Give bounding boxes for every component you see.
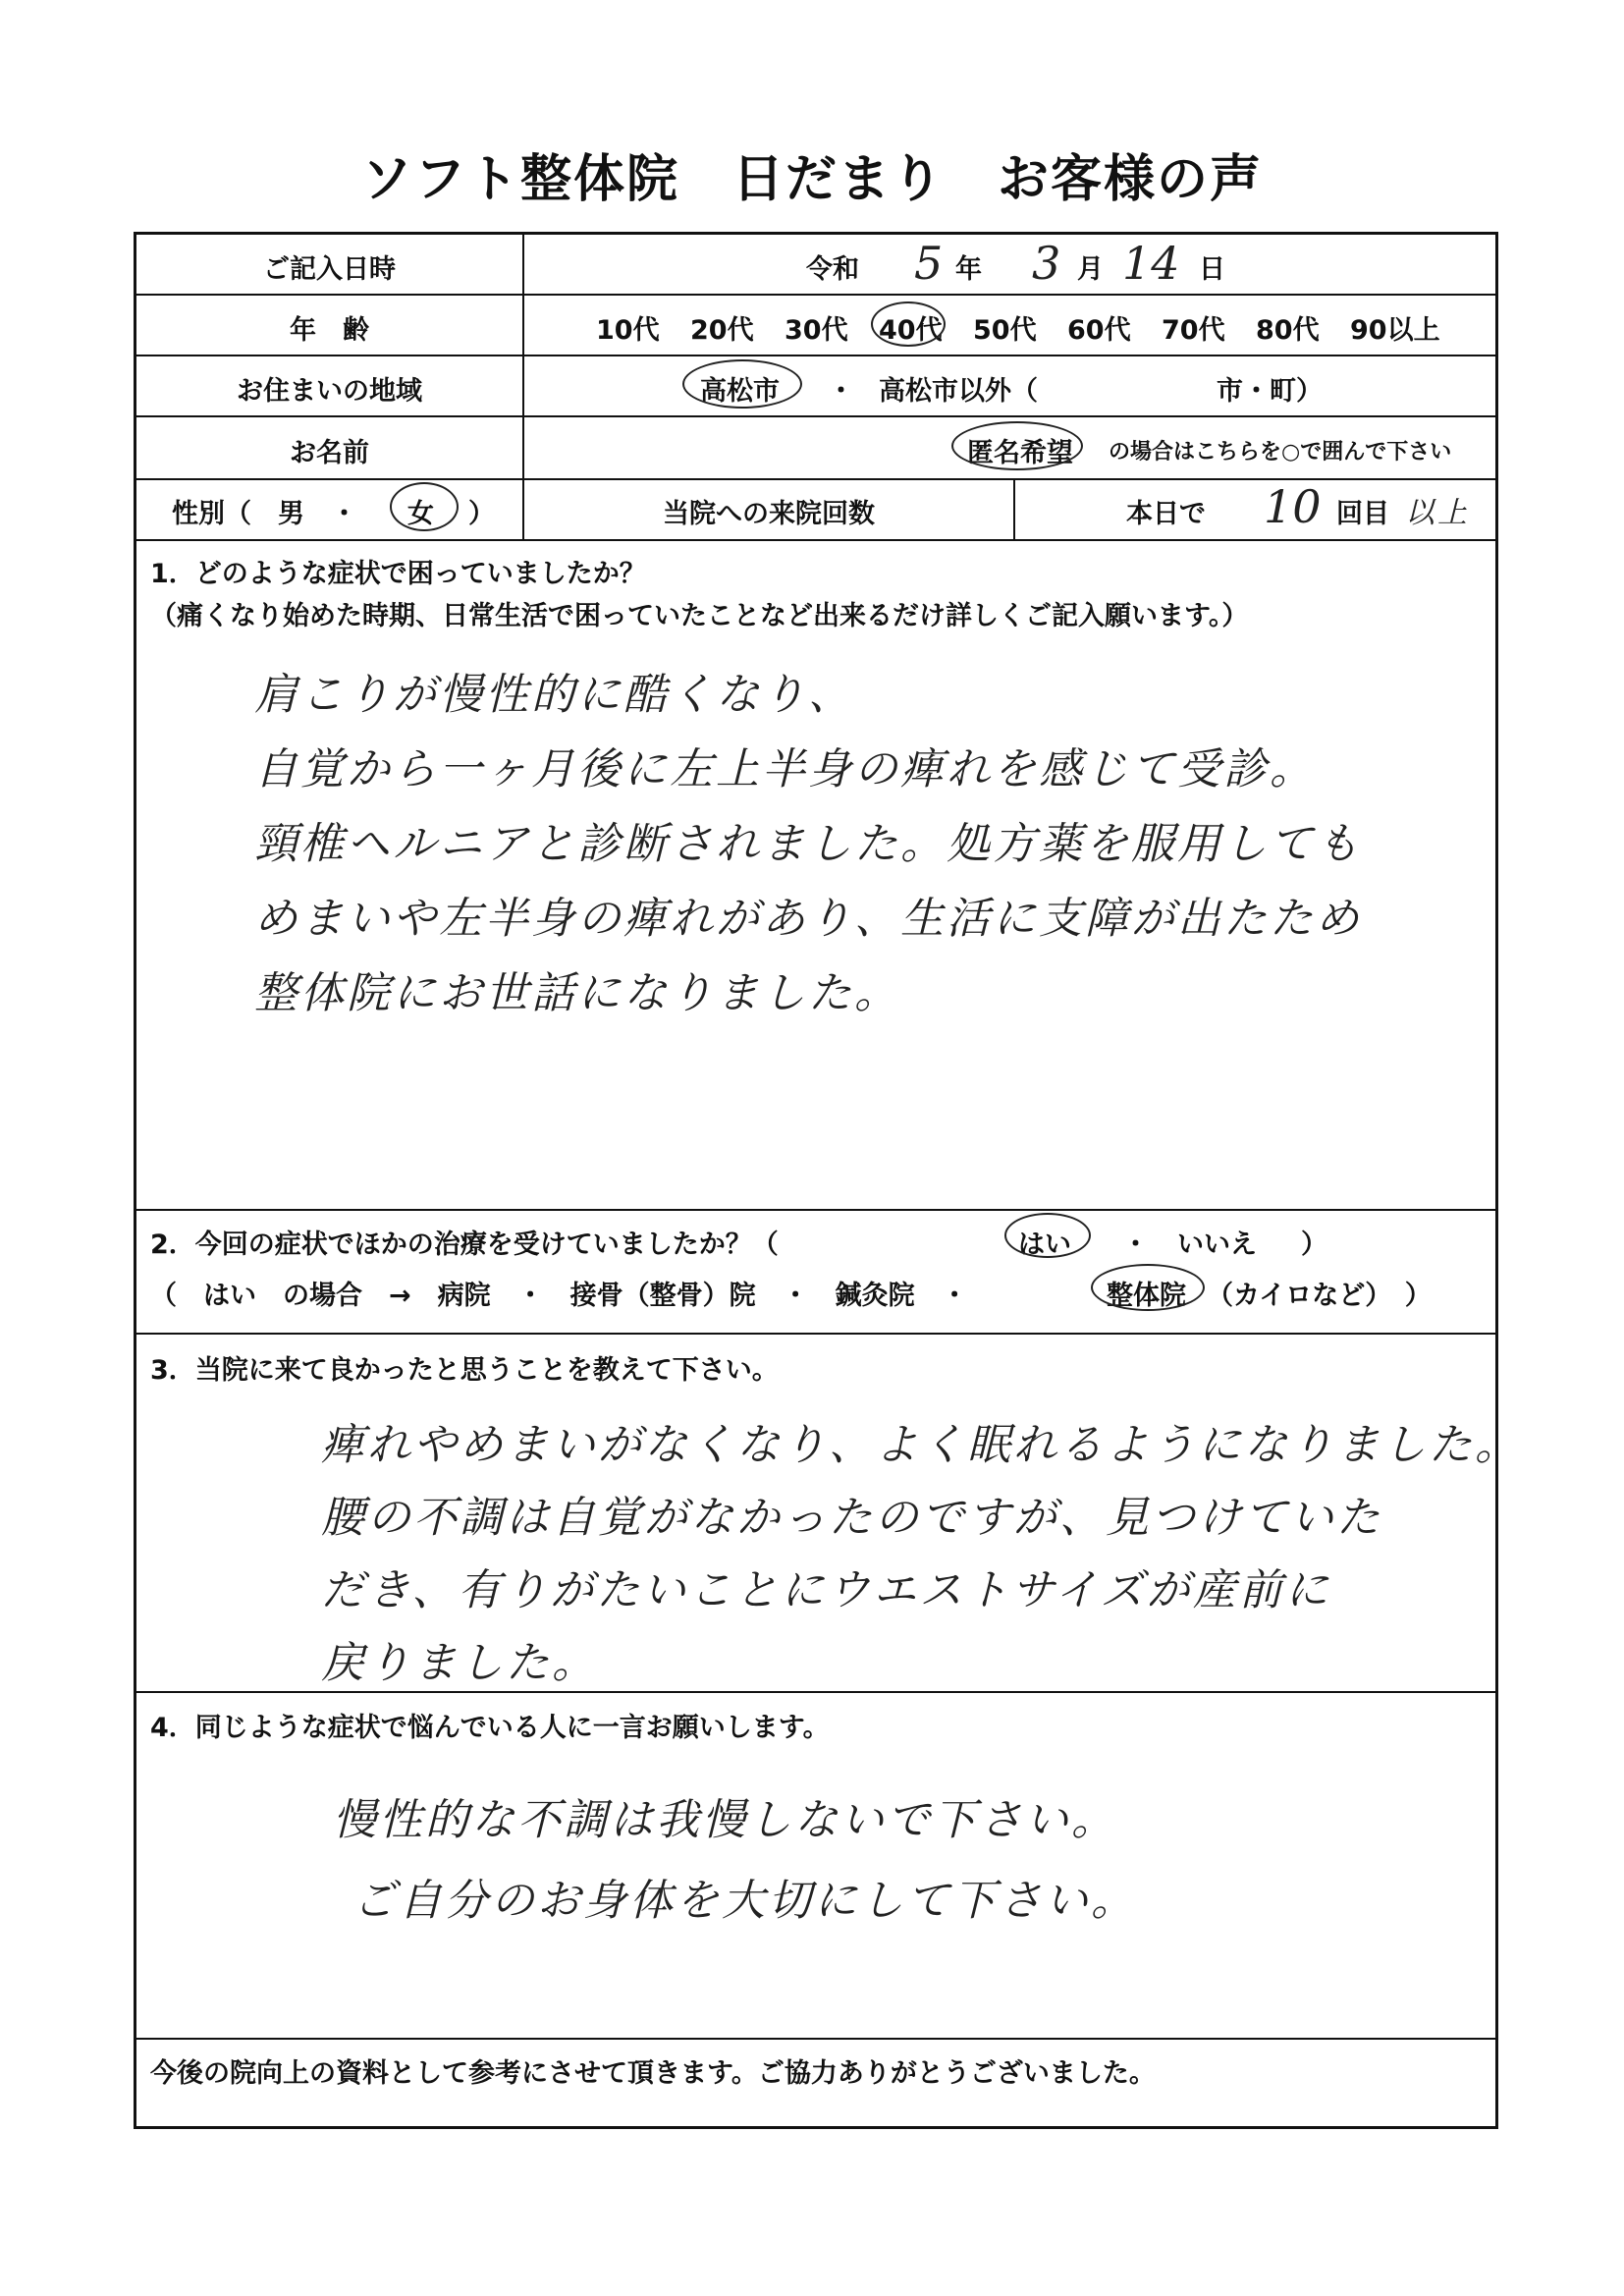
survey-form (134, 232, 1521, 2129)
date-day-value: 14 (1122, 237, 1180, 290)
q2-detail-prefix: （ はい の場合 → 病院 ・ 接骨（整骨）院 ・ 鍼灸院 ・ (150, 1281, 968, 1311)
row-divider (136, 1691, 1495, 1693)
age-label: 年 齢 (290, 315, 369, 346)
q1-title: 1．どのような症状で困っていましたか？ (150, 559, 646, 589)
anonymous-note: の場合はこちらを○で囲んで下さい (1109, 440, 1452, 465)
row-divider (136, 294, 1495, 296)
q1-answer-line: 頸椎ヘルニアと診断されました。処方薬を服用しても (254, 819, 1362, 869)
q3-answer-line: 戻りました。 (321, 1638, 598, 1688)
q2-close: ） (1301, 1230, 1327, 1260)
row-divider (136, 1209, 1495, 1211)
q2-selection-circle (1004, 1213, 1091, 1258)
q2-detail-selection-circle (1091, 1264, 1205, 1311)
q4-title: 4．同じような症状で悩んでいる人に一言お願いします。 (150, 1713, 830, 1743)
day-unit: 日 (1199, 254, 1225, 285)
age-option: 30代 (785, 315, 848, 346)
q1-answer-line: 自覚から一ヶ月後に左上半身の痺れを感じて受診。 (254, 744, 1316, 794)
area-separator: ・ (828, 376, 854, 407)
q1-answer-line: 肩こりが慢性的に酷くなり、 (254, 670, 854, 720)
row-divider (136, 539, 1495, 541)
anonymous-option: 匿名希望 (967, 438, 1073, 468)
visits-extra: 以上 (1405, 496, 1470, 530)
visits-count-value: 10 (1264, 480, 1322, 533)
gender-close: ） (468, 499, 495, 529)
q2-separator: ・ (1122, 1230, 1149, 1260)
area-selection-circle (682, 359, 802, 409)
anonymous-selection-circle (951, 421, 1083, 470)
age-option: 60代 (1067, 315, 1131, 346)
visits-unit: 回目 (1336, 499, 1389, 529)
age-option: 80代 (1256, 315, 1320, 346)
q2-option-no: いいえ (1177, 1230, 1257, 1260)
age-option: 10代 (596, 315, 660, 346)
age-option: 70代 (1162, 315, 1225, 346)
age-option: 90以上 (1350, 315, 1440, 346)
age-selection-circle (871, 301, 946, 347)
q2-detail-seitai: 整体院 (1107, 1281, 1186, 1311)
q1-answer-line: 整体院にお世話になりました。 (254, 968, 900, 1018)
row-divider (136, 1333, 1495, 1335)
q2-detail-suffix: （カイロなど） ） (1207, 1281, 1432, 1311)
year-unit: 年 (955, 254, 982, 285)
q3-title: 3．当院に来て良かったと思うことを教えて下さい。 (150, 1355, 779, 1386)
gender-selection-circle (390, 482, 459, 531)
area-label: お住まいの地域 (237, 376, 422, 407)
q3-answer-line: だき、有りがたいことにウエストサイズが産前に (321, 1565, 1331, 1615)
month-unit: 月 (1077, 254, 1104, 285)
q2-option-yes: はい (1018, 1230, 1071, 1260)
q3-answer-line: 腰の不調は自覚がなかったのですが、見つけていた (321, 1493, 1382, 1543)
q1-answer-line: めまいや左半身の痺れがあり、生活に支障が出たため (254, 894, 1362, 944)
page-title: ソフト整体院 日だまり お客様の声 (360, 150, 1263, 209)
q2-title: 2．今回の症状でほかの治療を受けていましたか？（ (150, 1230, 779, 1260)
q3-answer-line: 痺れやめまいがなくなり、よく眠れるようになりました。 (321, 1420, 1521, 1470)
age-option-selected: 40代 (879, 315, 943, 346)
row-divider (136, 415, 1495, 417)
footer-note: 今後の院向上の資料として参考にさせて頂きます。ご協力ありがとうございました。 (150, 2058, 1156, 2089)
date-label: ご記入日時 (263, 254, 396, 285)
area-suffix: 市・町） (1217, 376, 1323, 407)
q4-answer-line: ご自分のお身体を大切にして下さい。 (352, 1876, 1137, 1926)
column-divider (1013, 478, 1015, 539)
area-option-takamatsu: 高松市 (700, 376, 780, 407)
age-option: 20代 (690, 315, 754, 346)
q1-subtitle: （痛くなり始めた時期、日常生活で困っていたことなど出来るだけ詳しくご記入願います。） (150, 601, 1249, 631)
date-month-value: 3 (1032, 237, 1061, 290)
gender-option-female: 女 (407, 499, 434, 529)
date-year-value: 5 (914, 237, 944, 290)
visits-label: 当院への来院回数 (663, 499, 875, 529)
age-option: 50代 (973, 315, 1037, 346)
name-label: お名前 (290, 438, 369, 468)
era-label: 令和 (806, 254, 859, 285)
gender-label: 性別（ 男 ・ (172, 499, 357, 529)
row-divider (136, 2038, 1495, 2040)
area-option-other: 高松市以外（ (879, 376, 1038, 407)
row-divider (136, 355, 1495, 356)
q4-answer-line: 慢性的な不調は我慢しないで下さい。 (333, 1795, 1117, 1845)
visits-today-label: 本日で (1126, 499, 1206, 529)
